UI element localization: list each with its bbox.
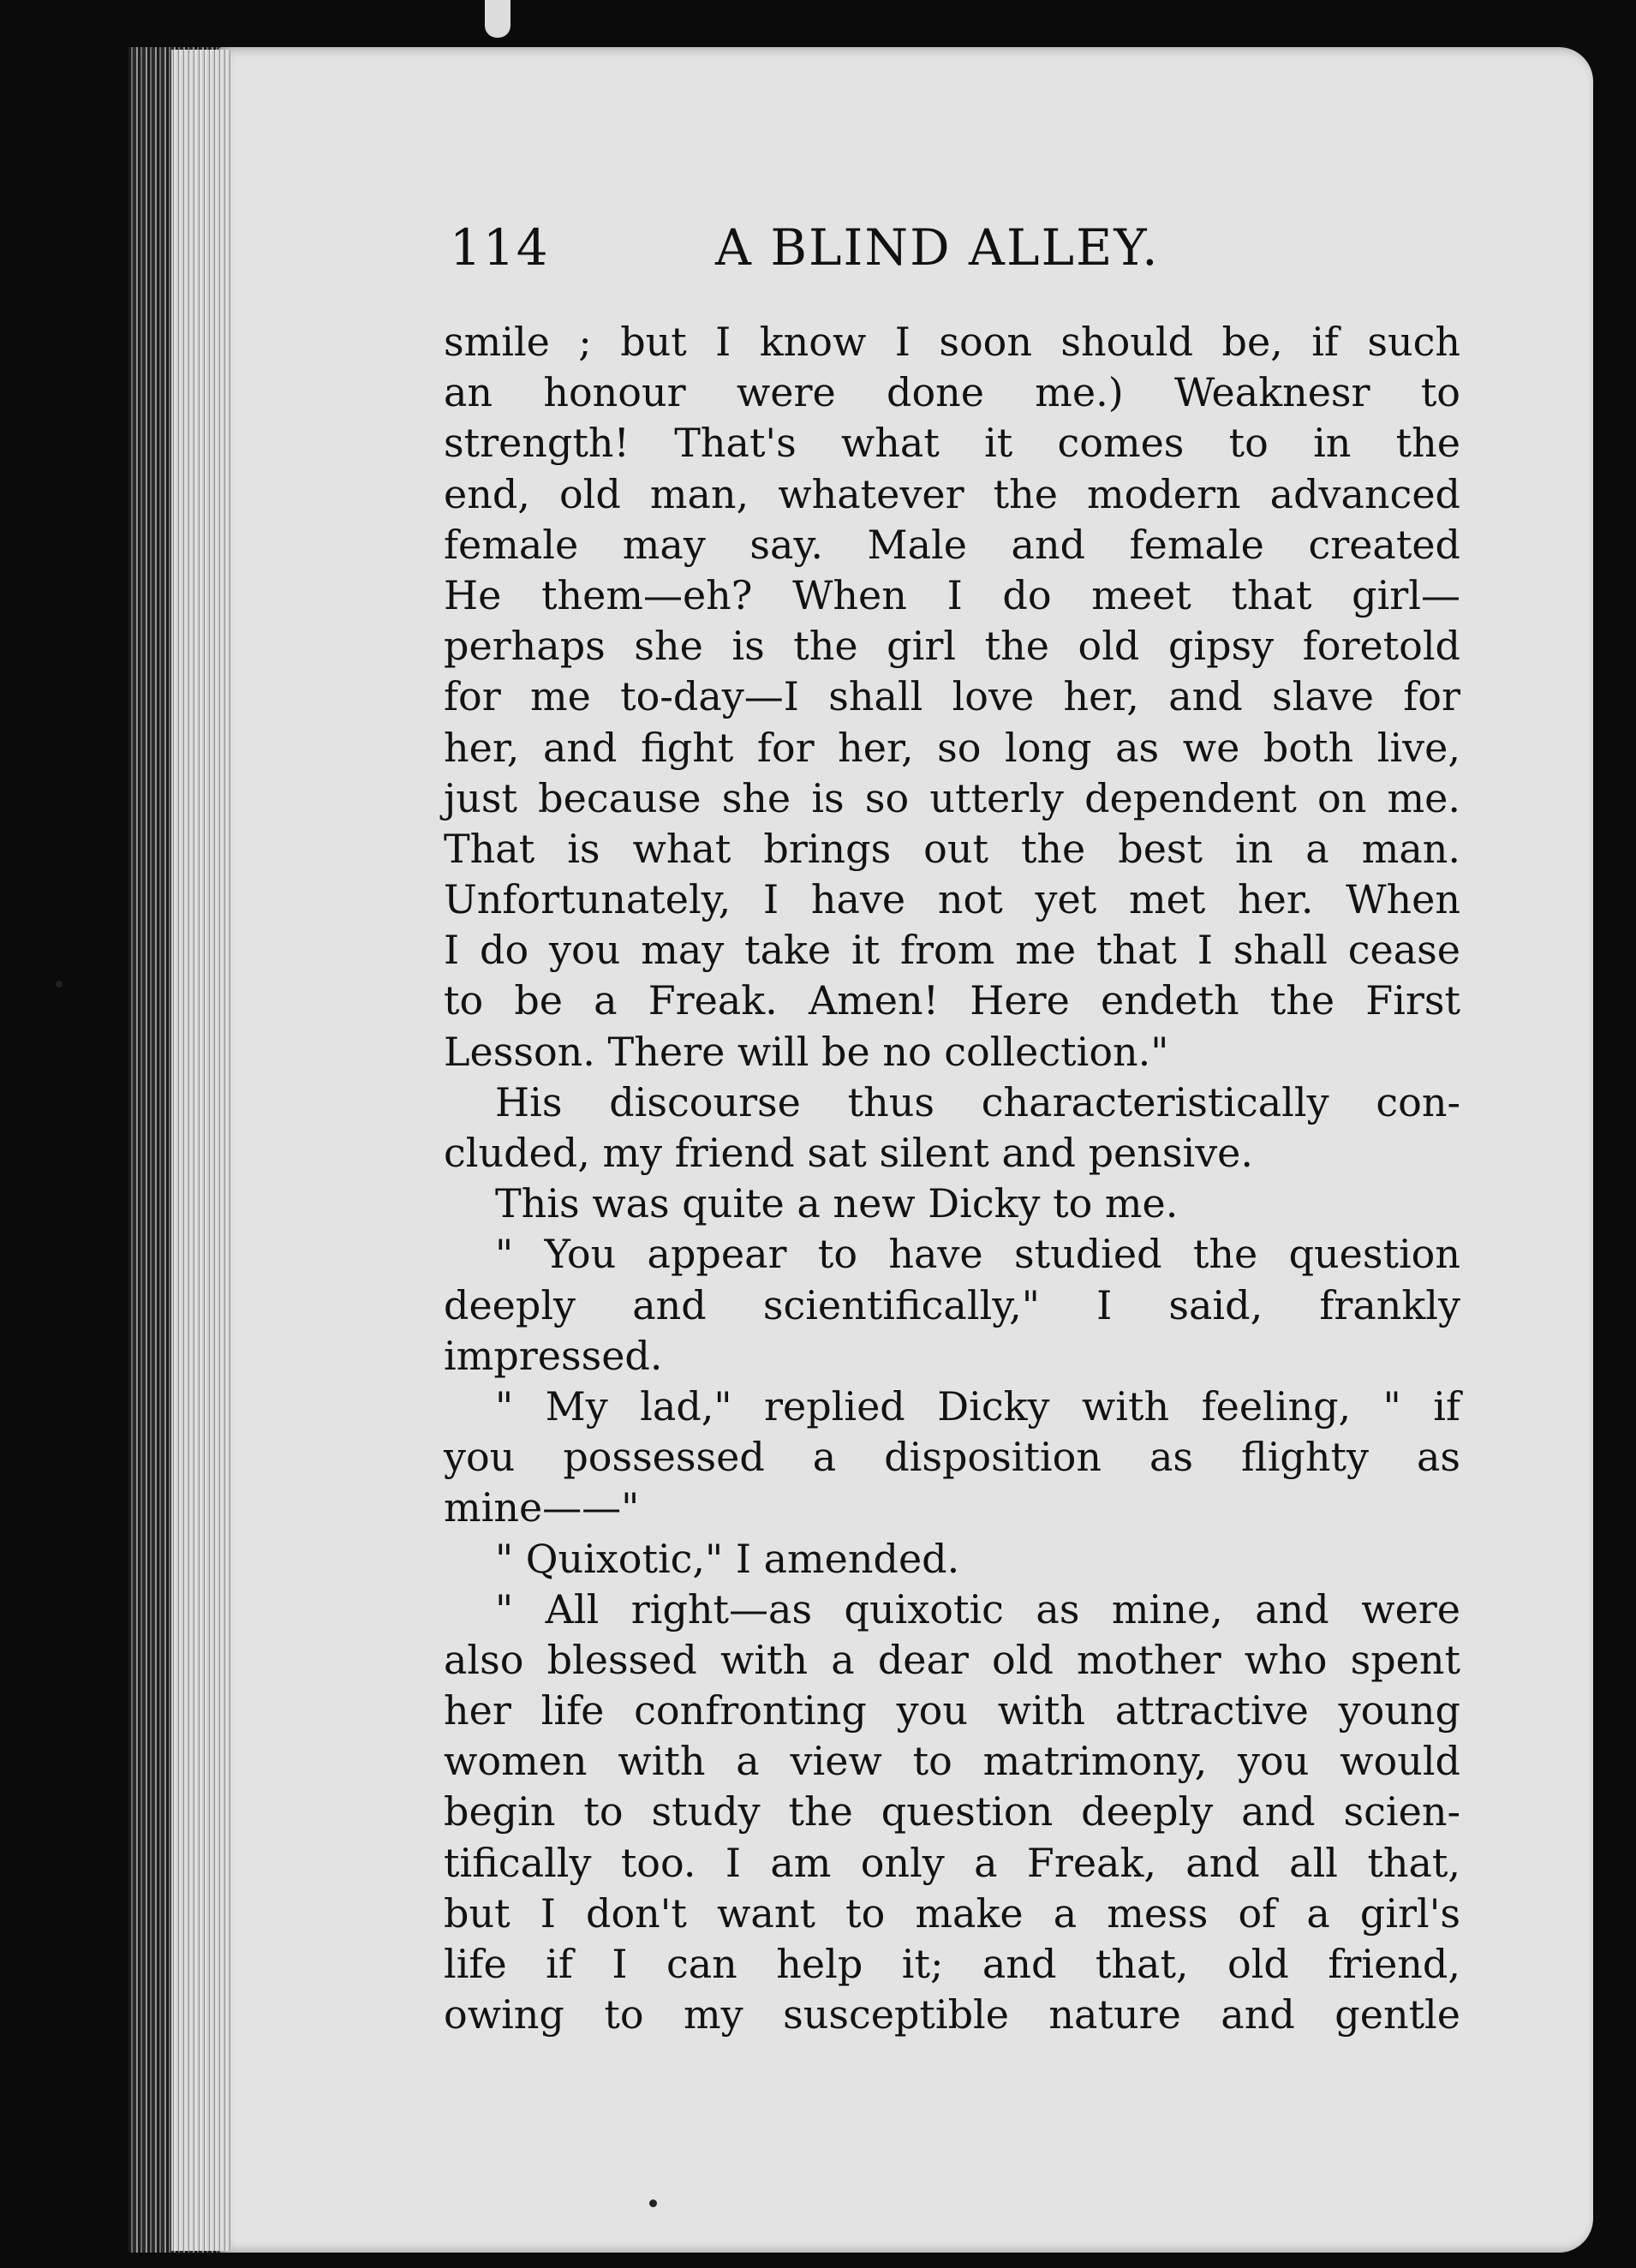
page-stack-edge xyxy=(171,50,231,2251)
page-number: 114 xyxy=(450,218,550,277)
text-line: you possessed a disposition as flighty as xyxy=(444,1434,1460,1481)
body-text xyxy=(444,317,1460,2040)
text-line: female may say. Male and female created xyxy=(444,521,1460,568)
text-line: an honour were done me.) Weaknesr to xyxy=(444,369,1460,416)
text-line: also blessed with a dear old mother who spent xyxy=(444,1636,1460,1683)
text-line: " All right—as quixotic as mine, and were xyxy=(495,1585,1460,1632)
speck-mark xyxy=(56,981,63,988)
text-line: women with a view to matrimony, you would xyxy=(444,1738,1460,1785)
text-line: deeply and scientifically," I said, frankly xyxy=(444,1281,1460,1328)
running-title: A BLIND ALLEY. xyxy=(715,218,1160,277)
text-line: cluded, my friend sat silent and pensive. xyxy=(444,1130,1254,1176)
text-line: to be a Freak. Amen! Here endeth the First xyxy=(444,977,1460,1024)
text-line: her, and fight for her, so long as we both live, xyxy=(444,724,1460,771)
text-line: owing to my susceptible nature and gentle xyxy=(444,1991,1460,2038)
running-head xyxy=(450,218,1212,278)
bottom-speck xyxy=(649,2199,657,2207)
text-line: smile ; but I know I soon should be, if such xyxy=(444,319,1460,365)
text-line: strength! That's what it comes to in the xyxy=(444,420,1460,467)
text-line: This was quite a new Dicky to me. xyxy=(495,1180,1179,1227)
text-line: Unfortunately, I have not yet met her. When xyxy=(444,876,1460,923)
text-line: That is what brings out the best in a man. xyxy=(444,825,1460,872)
text-line: but I don't want to make a mess of a girl's xyxy=(444,1889,1460,1937)
text-line: end, old man, whatever the modern advanced xyxy=(444,470,1460,517)
text-line: He them—eh? When I do meet that girl— xyxy=(444,571,1460,618)
text-line: just because she is so utterly dependent on me. xyxy=(444,774,1460,821)
text-line: for me to-day—I shall love her, and slave for xyxy=(444,673,1460,720)
text-line: impressed. xyxy=(444,1332,663,1379)
text-line: His discourse thus characteristically con- xyxy=(495,1078,1460,1125)
text-line: " Quixotic," I amended. xyxy=(495,1535,960,1582)
text-line: tifically too. I am only a Freak, and all that, xyxy=(444,1839,1460,1886)
top-binding-mark xyxy=(485,0,511,38)
text-line: " My lad," replied Dicky with feeling, " if xyxy=(495,1382,1460,1429)
text-line: her life confronting you with attractive young xyxy=(444,1687,1460,1734)
text-line: begin to study the question deeply and scien- xyxy=(444,1788,1460,1835)
text-line: I do you may take it from me that I shall cease xyxy=(444,927,1460,974)
text-line: life if I can help it; and that, old friend, xyxy=(444,1941,1460,1987)
text-line: " You appear to have studied the question xyxy=(495,1231,1460,1278)
text-line: perhaps she is the girl the old gipsy foretold xyxy=(444,623,1460,670)
text-line: Lesson. There will be no collection." xyxy=(444,1028,1169,1075)
text-line: mine——" xyxy=(444,1484,640,1531)
